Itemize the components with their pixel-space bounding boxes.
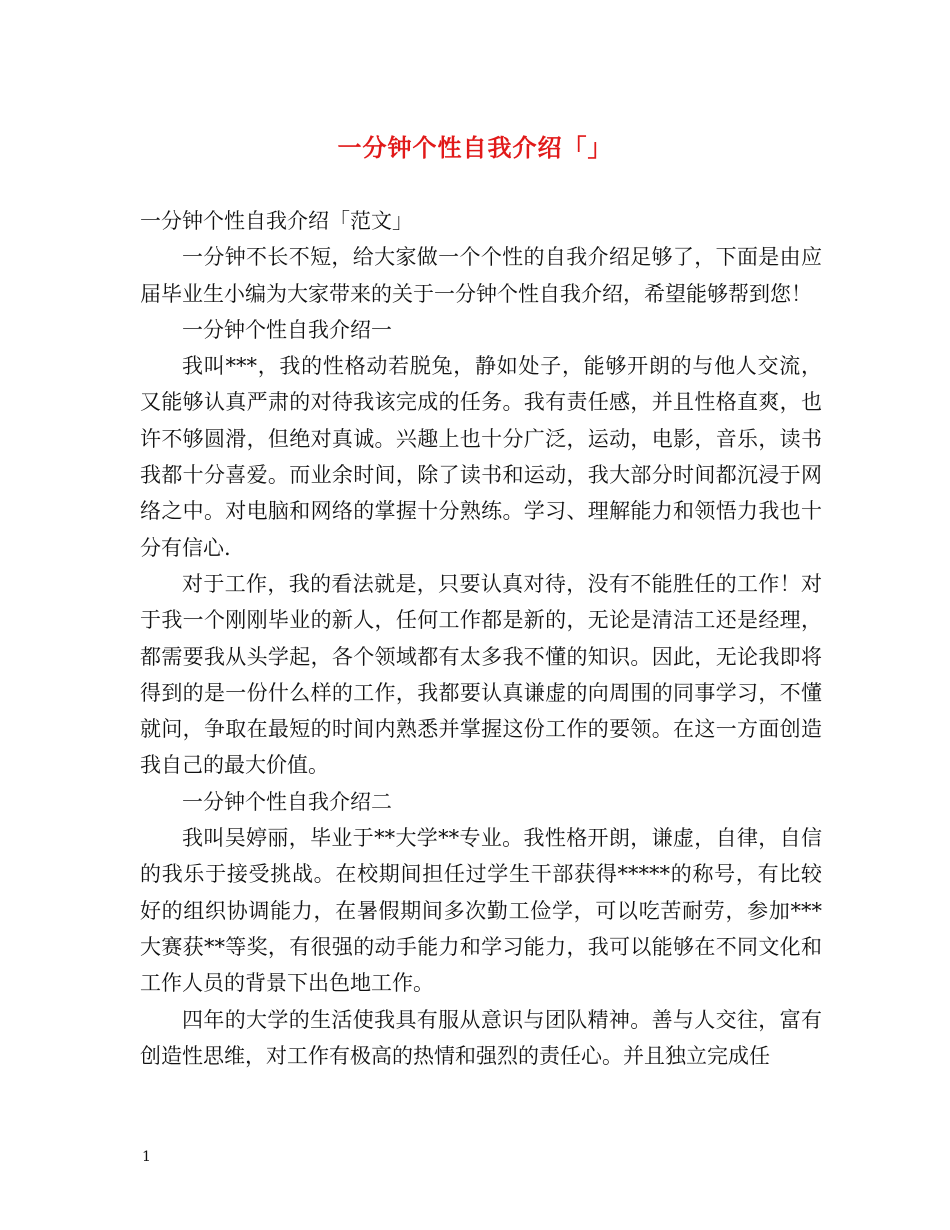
document-title: 一分钟个性自我介绍「」 bbox=[337, 133, 613, 162]
paragraph: 一分钟个性自我介绍二 bbox=[182, 789, 392, 814]
paragraph: 四年的大学的生活使我具有服从意识与团队精神。善与人交往，富有创造性思维，对工作有极高的热情和强烈的责任心。并且独立完成任 bbox=[140, 1007, 822, 1068]
paragraph: 对于工作，我的看法就是，只要认真对待，没有不能胜任的工作！对于我一个刚刚毕业的新人，任何工作都是新的，无论是清洁工还是经理，都需要我从头学起，各个领域都有太多我不懂的知识。因此，无论我即将得到的是一份什么样的工作，我都要认真谦虚的向周围的同事学习，不懂就问，争取在最短的时间内熟悉并掌握这份工作的要领。在这一方面创造我自己的最大价值。 bbox=[140, 571, 822, 778]
document-body bbox=[140, 203, 822, 1074]
paragraph: 我叫吴婷丽，毕业于**大学**专业。我性格开朗，谦虚，自律，自信的我乐于接受挑战。在校期间担任过学生干部获得*****的称号，有比较好的组织协调能力，在暑假期间多次勤工俭学，可以吃苦耐劳，参加***大赛获**等奖，有很强的动手能力和学习能力，我可以能够在不同文化和工作人员的背景下出色地工作。 bbox=[140, 826, 822, 996]
paragraph: 我叫***，我的性格动若脱兔，静如处子，能够开朗的与他人交流，又能够认真严肃的对待我该完成的任务。我有责任感，并且性格直爽，也许不够圆滑，但绝对真诚。兴趣上也十分广泛，运动，电影，音乐，读书我都十分喜爱。而业余时间，除了读书和运动，我大部分时间都沉浸于网络之中。对电脑和网络的掌握十分熟练。学习、理解能力和领悟力我也十分有信心. bbox=[140, 354, 822, 560]
paragraph: 一分钟个性自我介绍「范文」 bbox=[140, 209, 413, 233]
page-number: 1 bbox=[142, 1149, 151, 1165]
paragraph: 一分钟个性自我介绍一 bbox=[182, 317, 392, 342]
paragraph: 一分钟不长不短，给大家做一个个性的自我介绍足够了，下面是由应届毕业生小编为大家带来的关于一分钟个性自我介绍，希望能够帮到您！ bbox=[140, 245, 822, 306]
